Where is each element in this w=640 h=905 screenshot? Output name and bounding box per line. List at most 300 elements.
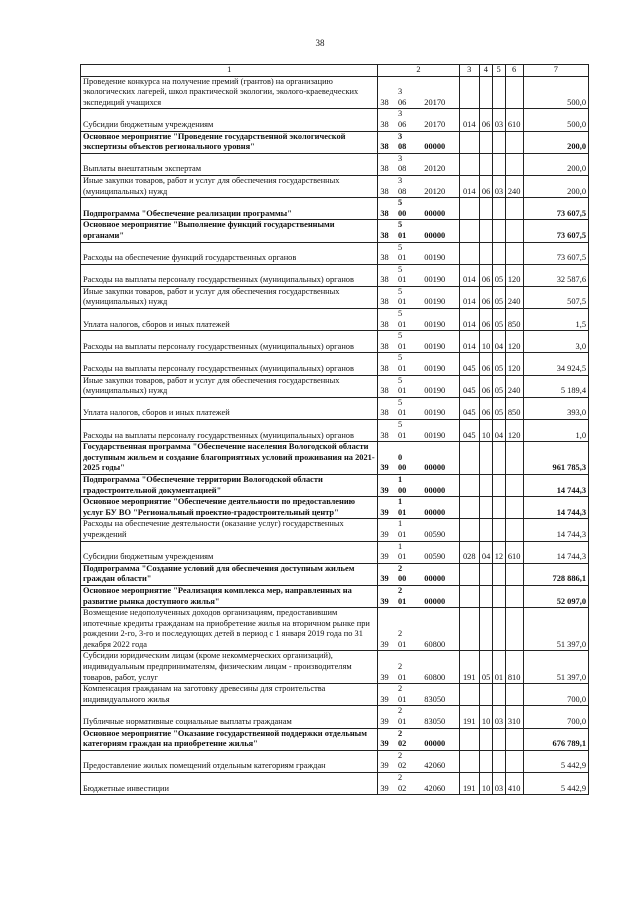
row-name: Основное мероприятие "Выполнение функций государственными органами" bbox=[81, 220, 378, 242]
code-program: 38 bbox=[378, 76, 396, 109]
code-expense-type: 240 bbox=[505, 286, 523, 308]
code-subprogram: 2 00 bbox=[396, 563, 411, 585]
row-name: Основное мероприятие "Обеспечение деятельности по предоставлению услуг БУ ВО "Региональный проектно-градостроительный центр" bbox=[81, 497, 378, 519]
code-direction: 00190 bbox=[411, 286, 459, 308]
row-sum: 500,0 bbox=[523, 109, 588, 131]
code-program: 39 bbox=[378, 563, 396, 585]
code-ministry bbox=[459, 608, 479, 651]
code-ministry bbox=[459, 242, 479, 264]
code-direction: 20170 bbox=[411, 109, 459, 131]
code-section: 06 bbox=[479, 397, 492, 419]
code-ministry bbox=[459, 750, 479, 772]
code-ministry: 014 bbox=[459, 286, 479, 308]
row-name: Иные закупки товаров, работ и услуг для обеспечения государственных (муниципальных) нужд bbox=[81, 286, 378, 308]
row-sum: 73 607,5 bbox=[523, 220, 588, 242]
code-expense-type: 120 bbox=[505, 420, 523, 442]
code-subsection: 04 bbox=[492, 420, 505, 442]
table-row bbox=[81, 608, 589, 651]
row-sum: 3,0 bbox=[523, 331, 588, 353]
code-program: 38 bbox=[378, 309, 396, 331]
table-row bbox=[81, 198, 589, 220]
row-sum: 14 744,3 bbox=[523, 519, 588, 541]
code-direction: 42060 bbox=[411, 773, 459, 795]
row-name: Подпрограмма "Создание условий для обеспечения доступным жильем граждан области" bbox=[81, 563, 378, 585]
table-row bbox=[81, 563, 589, 585]
code-expense-type bbox=[505, 474, 523, 496]
table-row bbox=[81, 497, 589, 519]
row-name: Расходы на выплаты персоналу государственных (муниципальных) органов bbox=[81, 264, 378, 286]
table-row bbox=[81, 397, 589, 419]
code-program: 38 bbox=[378, 286, 396, 308]
code-expense-type bbox=[505, 684, 523, 706]
table-row bbox=[81, 773, 589, 795]
code-subprogram: 5 01 bbox=[396, 309, 411, 331]
table-row bbox=[81, 242, 589, 264]
code-ministry bbox=[459, 76, 479, 109]
row-sum: 728 886,1 bbox=[523, 563, 588, 585]
code-expense-type bbox=[505, 497, 523, 519]
code-expense-type: 410 bbox=[505, 773, 523, 795]
code-direction: 00590 bbox=[411, 519, 459, 541]
table-body bbox=[81, 76, 589, 795]
code-ministry bbox=[459, 728, 479, 750]
row-name: Основное мероприятие "Оказание государственной поддержки отдельным категориям граждан на приобретение жилья" bbox=[81, 728, 378, 750]
code-subsection: 05 bbox=[492, 375, 505, 397]
code-section: 06 bbox=[479, 375, 492, 397]
row-sum: 200,0 bbox=[523, 153, 588, 175]
table-row bbox=[81, 706, 589, 728]
row-sum: 200,0 bbox=[523, 131, 588, 153]
code-direction: 00190 bbox=[411, 242, 459, 264]
code-subsection: 04 bbox=[492, 331, 505, 353]
code-ministry: 014 bbox=[459, 331, 479, 353]
code-program: 38 bbox=[378, 220, 396, 242]
row-name: Расходы на выплаты персоналу государственных (муниципальных) органов bbox=[81, 353, 378, 375]
code-ministry: 014 bbox=[459, 264, 479, 286]
code-expense-type: 240 bbox=[505, 175, 523, 197]
row-sum: 200,0 bbox=[523, 175, 588, 197]
code-expense-type: 850 bbox=[505, 309, 523, 331]
budget-table bbox=[80, 64, 589, 795]
code-program: 39 bbox=[378, 651, 396, 684]
code-section bbox=[479, 474, 492, 496]
code-ministry bbox=[459, 131, 479, 153]
code-direction: 83050 bbox=[411, 706, 459, 728]
row-sum: 14 744,3 bbox=[523, 497, 588, 519]
code-subprogram: 1 00 bbox=[396, 474, 411, 496]
row-sum: 700,0 bbox=[523, 684, 588, 706]
code-program: 39 bbox=[378, 474, 396, 496]
code-ministry: 191 bbox=[459, 706, 479, 728]
row-name: Основное мероприятие "Реализация комплекса мер, направленных на развитие рынка доступного жилья" bbox=[81, 585, 378, 607]
code-expense-type bbox=[505, 220, 523, 242]
code-section bbox=[479, 750, 492, 772]
code-subprogram: 3 08 bbox=[396, 131, 411, 153]
code-section bbox=[479, 519, 492, 541]
code-section bbox=[479, 442, 492, 475]
code-section bbox=[479, 684, 492, 706]
code-subsection: 03 bbox=[492, 109, 505, 131]
code-program: 39 bbox=[378, 541, 396, 563]
code-program: 38 bbox=[378, 175, 396, 197]
row-sum: 5 442,9 bbox=[523, 750, 588, 772]
row-name: Субсидии бюджетным учреждениям bbox=[81, 541, 378, 563]
code-section bbox=[479, 153, 492, 175]
header-col-1: 1 bbox=[81, 65, 378, 77]
code-section: 10 bbox=[479, 773, 492, 795]
code-section bbox=[479, 242, 492, 264]
code-program: 39 bbox=[378, 585, 396, 607]
code-program: 38 bbox=[378, 198, 396, 220]
code-subprogram: 5 01 bbox=[396, 242, 411, 264]
code-program: 39 bbox=[378, 750, 396, 772]
row-name: Предоставление жилых помещений отдельным категориям граждан bbox=[81, 750, 378, 772]
code-section bbox=[479, 198, 492, 220]
code-section bbox=[479, 608, 492, 651]
code-subsection: 05 bbox=[492, 309, 505, 331]
code-section: 06 bbox=[479, 109, 492, 131]
code-subprogram: 3 08 bbox=[396, 175, 411, 197]
code-ministry bbox=[459, 585, 479, 607]
code-direction: 00000 bbox=[411, 131, 459, 153]
code-program: 39 bbox=[378, 497, 396, 519]
code-subsection: 05 bbox=[492, 264, 505, 286]
code-subsection: 12 bbox=[492, 541, 505, 563]
code-ministry bbox=[459, 519, 479, 541]
code-expense-type: 120 bbox=[505, 353, 523, 375]
code-direction: 60800 bbox=[411, 651, 459, 684]
row-sum: 14 744,3 bbox=[523, 541, 588, 563]
code-expense-type: 240 bbox=[505, 375, 523, 397]
code-expense-type: 850 bbox=[505, 397, 523, 419]
row-sum: 34 924,5 bbox=[523, 353, 588, 375]
table-row bbox=[81, 353, 589, 375]
code-section: 06 bbox=[479, 175, 492, 197]
row-sum: 676 789,1 bbox=[523, 728, 588, 750]
code-program: 39 bbox=[378, 706, 396, 728]
code-program: 39 bbox=[378, 728, 396, 750]
table-row bbox=[81, 109, 589, 131]
code-subsection bbox=[492, 608, 505, 651]
code-direction: 00000 bbox=[411, 563, 459, 585]
code-subprogram: 2 01 bbox=[396, 684, 411, 706]
code-ministry: 045 bbox=[459, 353, 479, 375]
code-direction: 00000 bbox=[411, 585, 459, 607]
code-ministry: 014 bbox=[459, 175, 479, 197]
header-col-2: 2 bbox=[378, 65, 459, 77]
table-row bbox=[81, 728, 589, 750]
code-ministry bbox=[459, 442, 479, 475]
code-subsection: 03 bbox=[492, 706, 505, 728]
code-direction: 00000 bbox=[411, 220, 459, 242]
code-subprogram: 5 01 bbox=[396, 286, 411, 308]
code-expense-type bbox=[505, 131, 523, 153]
code-direction: 00190 bbox=[411, 397, 459, 419]
code-subsection bbox=[492, 153, 505, 175]
code-expense-type bbox=[505, 750, 523, 772]
row-name: Иные закупки товаров, работ и услуг для обеспечения государственных (муниципальных) нужд bbox=[81, 175, 378, 197]
code-subsection: 05 bbox=[492, 397, 505, 419]
table-row bbox=[81, 585, 589, 607]
code-subsection bbox=[492, 563, 505, 585]
code-subprogram: 0 00 bbox=[396, 442, 411, 475]
header-col-6: 6 bbox=[505, 65, 523, 77]
code-expense-type: 120 bbox=[505, 264, 523, 286]
header-col-7: 7 bbox=[523, 65, 588, 77]
row-name: Выплаты внештатным экспертам bbox=[81, 153, 378, 175]
code-section: 06 bbox=[479, 353, 492, 375]
code-direction: 83050 bbox=[411, 684, 459, 706]
header-col-3: 3 bbox=[459, 65, 479, 77]
row-name: Подпрограмма "Обеспечение территории Вологодской области градостроительной документацией" bbox=[81, 474, 378, 496]
code-expense-type: 310 bbox=[505, 706, 523, 728]
code-section bbox=[479, 563, 492, 585]
code-subsection bbox=[492, 198, 505, 220]
code-direction: 00190 bbox=[411, 264, 459, 286]
code-program: 39 bbox=[378, 684, 396, 706]
row-sum: 51 397,0 bbox=[523, 651, 588, 684]
code-direction: 00000 bbox=[411, 474, 459, 496]
code-section bbox=[479, 497, 492, 519]
code-subprogram: 2 01 bbox=[396, 706, 411, 728]
table-row bbox=[81, 220, 589, 242]
code-ministry: 014 bbox=[459, 309, 479, 331]
code-direction: 00000 bbox=[411, 442, 459, 475]
code-direction: 00000 bbox=[411, 728, 459, 750]
code-direction: 00190 bbox=[411, 375, 459, 397]
code-program: 38 bbox=[378, 375, 396, 397]
code-subprogram: 5 01 bbox=[396, 220, 411, 242]
code-section bbox=[479, 585, 492, 607]
row-sum: 52 097,0 bbox=[523, 585, 588, 607]
code-ministry bbox=[459, 563, 479, 585]
code-subsection bbox=[492, 242, 505, 264]
code-section bbox=[479, 220, 492, 242]
table-row bbox=[81, 131, 589, 153]
table-row bbox=[81, 264, 589, 286]
code-ministry: 028 bbox=[459, 541, 479, 563]
code-program: 39 bbox=[378, 608, 396, 651]
table-row bbox=[81, 541, 589, 563]
row-name: Компенсация гражданам на заготовку древесины для строительства индивидуального жилья bbox=[81, 684, 378, 706]
code-subprogram: 5 01 bbox=[396, 375, 411, 397]
row-name: Подпрограмма "Обеспечение реализации программы" bbox=[81, 198, 378, 220]
code-subprogram: 2 01 bbox=[396, 608, 411, 651]
code-section: 06 bbox=[479, 286, 492, 308]
code-direction: 00000 bbox=[411, 198, 459, 220]
code-expense-type: 810 bbox=[505, 651, 523, 684]
code-subsection bbox=[492, 442, 505, 475]
code-subprogram: 5 01 bbox=[396, 331, 411, 353]
code-program: 38 bbox=[378, 397, 396, 419]
code-program: 38 bbox=[378, 153, 396, 175]
code-section bbox=[479, 76, 492, 109]
row-sum: 73 607,5 bbox=[523, 242, 588, 264]
code-subprogram: 3 08 bbox=[396, 153, 411, 175]
table-row bbox=[81, 750, 589, 772]
row-sum: 961 785,3 bbox=[523, 442, 588, 475]
row-name: Расходы на выплаты персоналу государственных (муниципальных) органов bbox=[81, 420, 378, 442]
code-direction: 20120 bbox=[411, 175, 459, 197]
row-name: Уплата налогов, сборов и иных платежей bbox=[81, 309, 378, 331]
row-sum: 32 587,6 bbox=[523, 264, 588, 286]
row-sum: 393,0 bbox=[523, 397, 588, 419]
code-program: 38 bbox=[378, 353, 396, 375]
code-subsection: 05 bbox=[492, 353, 505, 375]
code-program: 39 bbox=[378, 519, 396, 541]
code-subprogram: 2 01 bbox=[396, 585, 411, 607]
code-program: 39 bbox=[378, 442, 396, 475]
code-ministry: 045 bbox=[459, 420, 479, 442]
code-subprogram: 2 02 bbox=[396, 728, 411, 750]
code-section: 10 bbox=[479, 331, 492, 353]
row-sum: 14 744,3 bbox=[523, 474, 588, 496]
code-expense-type bbox=[505, 585, 523, 607]
code-subprogram: 2 02 bbox=[396, 750, 411, 772]
code-ministry: 191 bbox=[459, 651, 479, 684]
code-subprogram: 5 01 bbox=[396, 397, 411, 419]
code-subprogram: 5 01 bbox=[396, 420, 411, 442]
code-direction: 20170 bbox=[411, 76, 459, 109]
code-section: 06 bbox=[479, 309, 492, 331]
table-row bbox=[81, 519, 589, 541]
code-subsection bbox=[492, 585, 505, 607]
code-expense-type bbox=[505, 442, 523, 475]
code-subsection bbox=[492, 474, 505, 496]
code-direction: 00190 bbox=[411, 309, 459, 331]
code-subprogram: 3 06 bbox=[396, 76, 411, 109]
code-direction: 00190 bbox=[411, 420, 459, 442]
table-row bbox=[81, 420, 589, 442]
row-sum: 51 397,0 bbox=[523, 608, 588, 651]
code-ministry: 045 bbox=[459, 397, 479, 419]
row-name: Расходы на выплаты персоналу государственных (муниципальных) органов bbox=[81, 331, 378, 353]
code-section: 06 bbox=[479, 264, 492, 286]
table-row bbox=[81, 286, 589, 308]
code-direction: 00590 bbox=[411, 541, 459, 563]
code-expense-type bbox=[505, 519, 523, 541]
table-row bbox=[81, 331, 589, 353]
row-name: Субсидии юридическим лицам (кроме некоммерческих организаций), индивидуальным предпринимателям, физическим лицам - производителям товаров, работ, услуг bbox=[81, 651, 378, 684]
code-ministry: 014 bbox=[459, 109, 479, 131]
code-section: 05 bbox=[479, 651, 492, 684]
row-name: Возмещение недополученных доходов организациям, предоставившим ипотечные кредиты гражданам на приобретение жилья на вторичном рынке при рождении 2-го, 3-го и последующих детей в период с 1 января 2019 года по 31 декабря 2022 года bbox=[81, 608, 378, 651]
code-ministry bbox=[459, 497, 479, 519]
code-expense-type bbox=[505, 242, 523, 264]
code-subprogram: 2 01 bbox=[396, 651, 411, 684]
code-direction: 00190 bbox=[411, 353, 459, 375]
row-sum: 700,0 bbox=[523, 706, 588, 728]
code-expense-type bbox=[505, 728, 523, 750]
code-subsection bbox=[492, 76, 505, 109]
row-sum: 5 189,4 bbox=[523, 375, 588, 397]
code-direction: 60800 bbox=[411, 608, 459, 651]
code-ministry bbox=[459, 220, 479, 242]
code-ministry bbox=[459, 684, 479, 706]
row-name: Государственная программа "Обеспечение населения Вологодской области доступным жильем и создание благоприятных условий проживания на 2021-2025 годы" bbox=[81, 442, 378, 475]
code-subprogram: 5 01 bbox=[396, 264, 411, 286]
row-name: Основное мероприятие "Проведение государственной экологической экспертизы объектов регионального уровня" bbox=[81, 131, 378, 153]
code-direction: 00190 bbox=[411, 331, 459, 353]
row-sum: 1,5 bbox=[523, 309, 588, 331]
code-ministry: 045 bbox=[459, 375, 479, 397]
row-sum: 500,0 bbox=[523, 76, 588, 109]
code-subsection bbox=[492, 497, 505, 519]
row-name: Уплата налогов, сборов и иных платежей bbox=[81, 397, 378, 419]
code-expense-type bbox=[505, 76, 523, 109]
code-subsection bbox=[492, 684, 505, 706]
code-direction: 42060 bbox=[411, 750, 459, 772]
code-program: 38 bbox=[378, 242, 396, 264]
code-subsection bbox=[492, 220, 505, 242]
row-name: Субсидии бюджетным учреждениям bbox=[81, 109, 378, 131]
code-program: 38 bbox=[378, 131, 396, 153]
table-row bbox=[81, 153, 589, 175]
row-sum: 5 442,9 bbox=[523, 773, 588, 795]
table-row bbox=[81, 375, 589, 397]
row-name: Расходы на обеспечение деятельности (оказание услуг) государственных учреждений bbox=[81, 519, 378, 541]
code-program: 39 bbox=[378, 773, 396, 795]
code-subsection bbox=[492, 750, 505, 772]
code-section bbox=[479, 131, 492, 153]
code-ministry: 191 bbox=[459, 773, 479, 795]
row-sum: 507,5 bbox=[523, 286, 588, 308]
code-section: 04 bbox=[479, 541, 492, 563]
code-ministry bbox=[459, 474, 479, 496]
code-program: 38 bbox=[378, 331, 396, 353]
row-sum: 73 607,5 bbox=[523, 198, 588, 220]
code-expense-type: 610 bbox=[505, 541, 523, 563]
code-ministry bbox=[459, 153, 479, 175]
code-subprogram: 1 01 bbox=[396, 541, 411, 563]
code-program: 38 bbox=[378, 264, 396, 286]
code-subprogram: 3 06 bbox=[396, 109, 411, 131]
table-header-row bbox=[81, 65, 589, 77]
table-row bbox=[81, 309, 589, 331]
header-col-4: 4 bbox=[479, 65, 492, 77]
code-subprogram: 1 01 bbox=[396, 519, 411, 541]
table-row bbox=[81, 76, 589, 109]
table-row bbox=[81, 651, 589, 684]
code-subsection bbox=[492, 131, 505, 153]
code-subsection: 01 bbox=[492, 651, 505, 684]
code-expense-type bbox=[505, 563, 523, 585]
header-col-5: 5 bbox=[492, 65, 505, 77]
code-direction: 00000 bbox=[411, 497, 459, 519]
code-subsection: 03 bbox=[492, 773, 505, 795]
code-section bbox=[479, 728, 492, 750]
code-expense-type bbox=[505, 198, 523, 220]
row-name: Публичные нормативные социальные выплаты гражданам bbox=[81, 706, 378, 728]
code-subprogram: 5 00 bbox=[396, 198, 411, 220]
code-expense-type bbox=[505, 153, 523, 175]
code-program: 38 bbox=[378, 420, 396, 442]
code-subprogram: 2 02 bbox=[396, 773, 411, 795]
code-direction: 20120 bbox=[411, 153, 459, 175]
table-row bbox=[81, 474, 589, 496]
code-expense-type bbox=[505, 608, 523, 651]
code-subsection: 03 bbox=[492, 175, 505, 197]
row-name: Проведение конкурса на получение премий (грантов) на организацию экологических лагерей, школ практической экологии, эколого-краеведческих экспедиций учащихся bbox=[81, 76, 378, 109]
code-expense-type: 120 bbox=[505, 331, 523, 353]
code-subsection bbox=[492, 728, 505, 750]
row-sum: 1,0 bbox=[523, 420, 588, 442]
code-subsection bbox=[492, 519, 505, 541]
code-subprogram: 5 01 bbox=[396, 353, 411, 375]
code-section: 10 bbox=[479, 706, 492, 728]
row-name: Расходы на обеспечение функций государственных органов bbox=[81, 242, 378, 264]
code-expense-type: 610 bbox=[505, 109, 523, 131]
